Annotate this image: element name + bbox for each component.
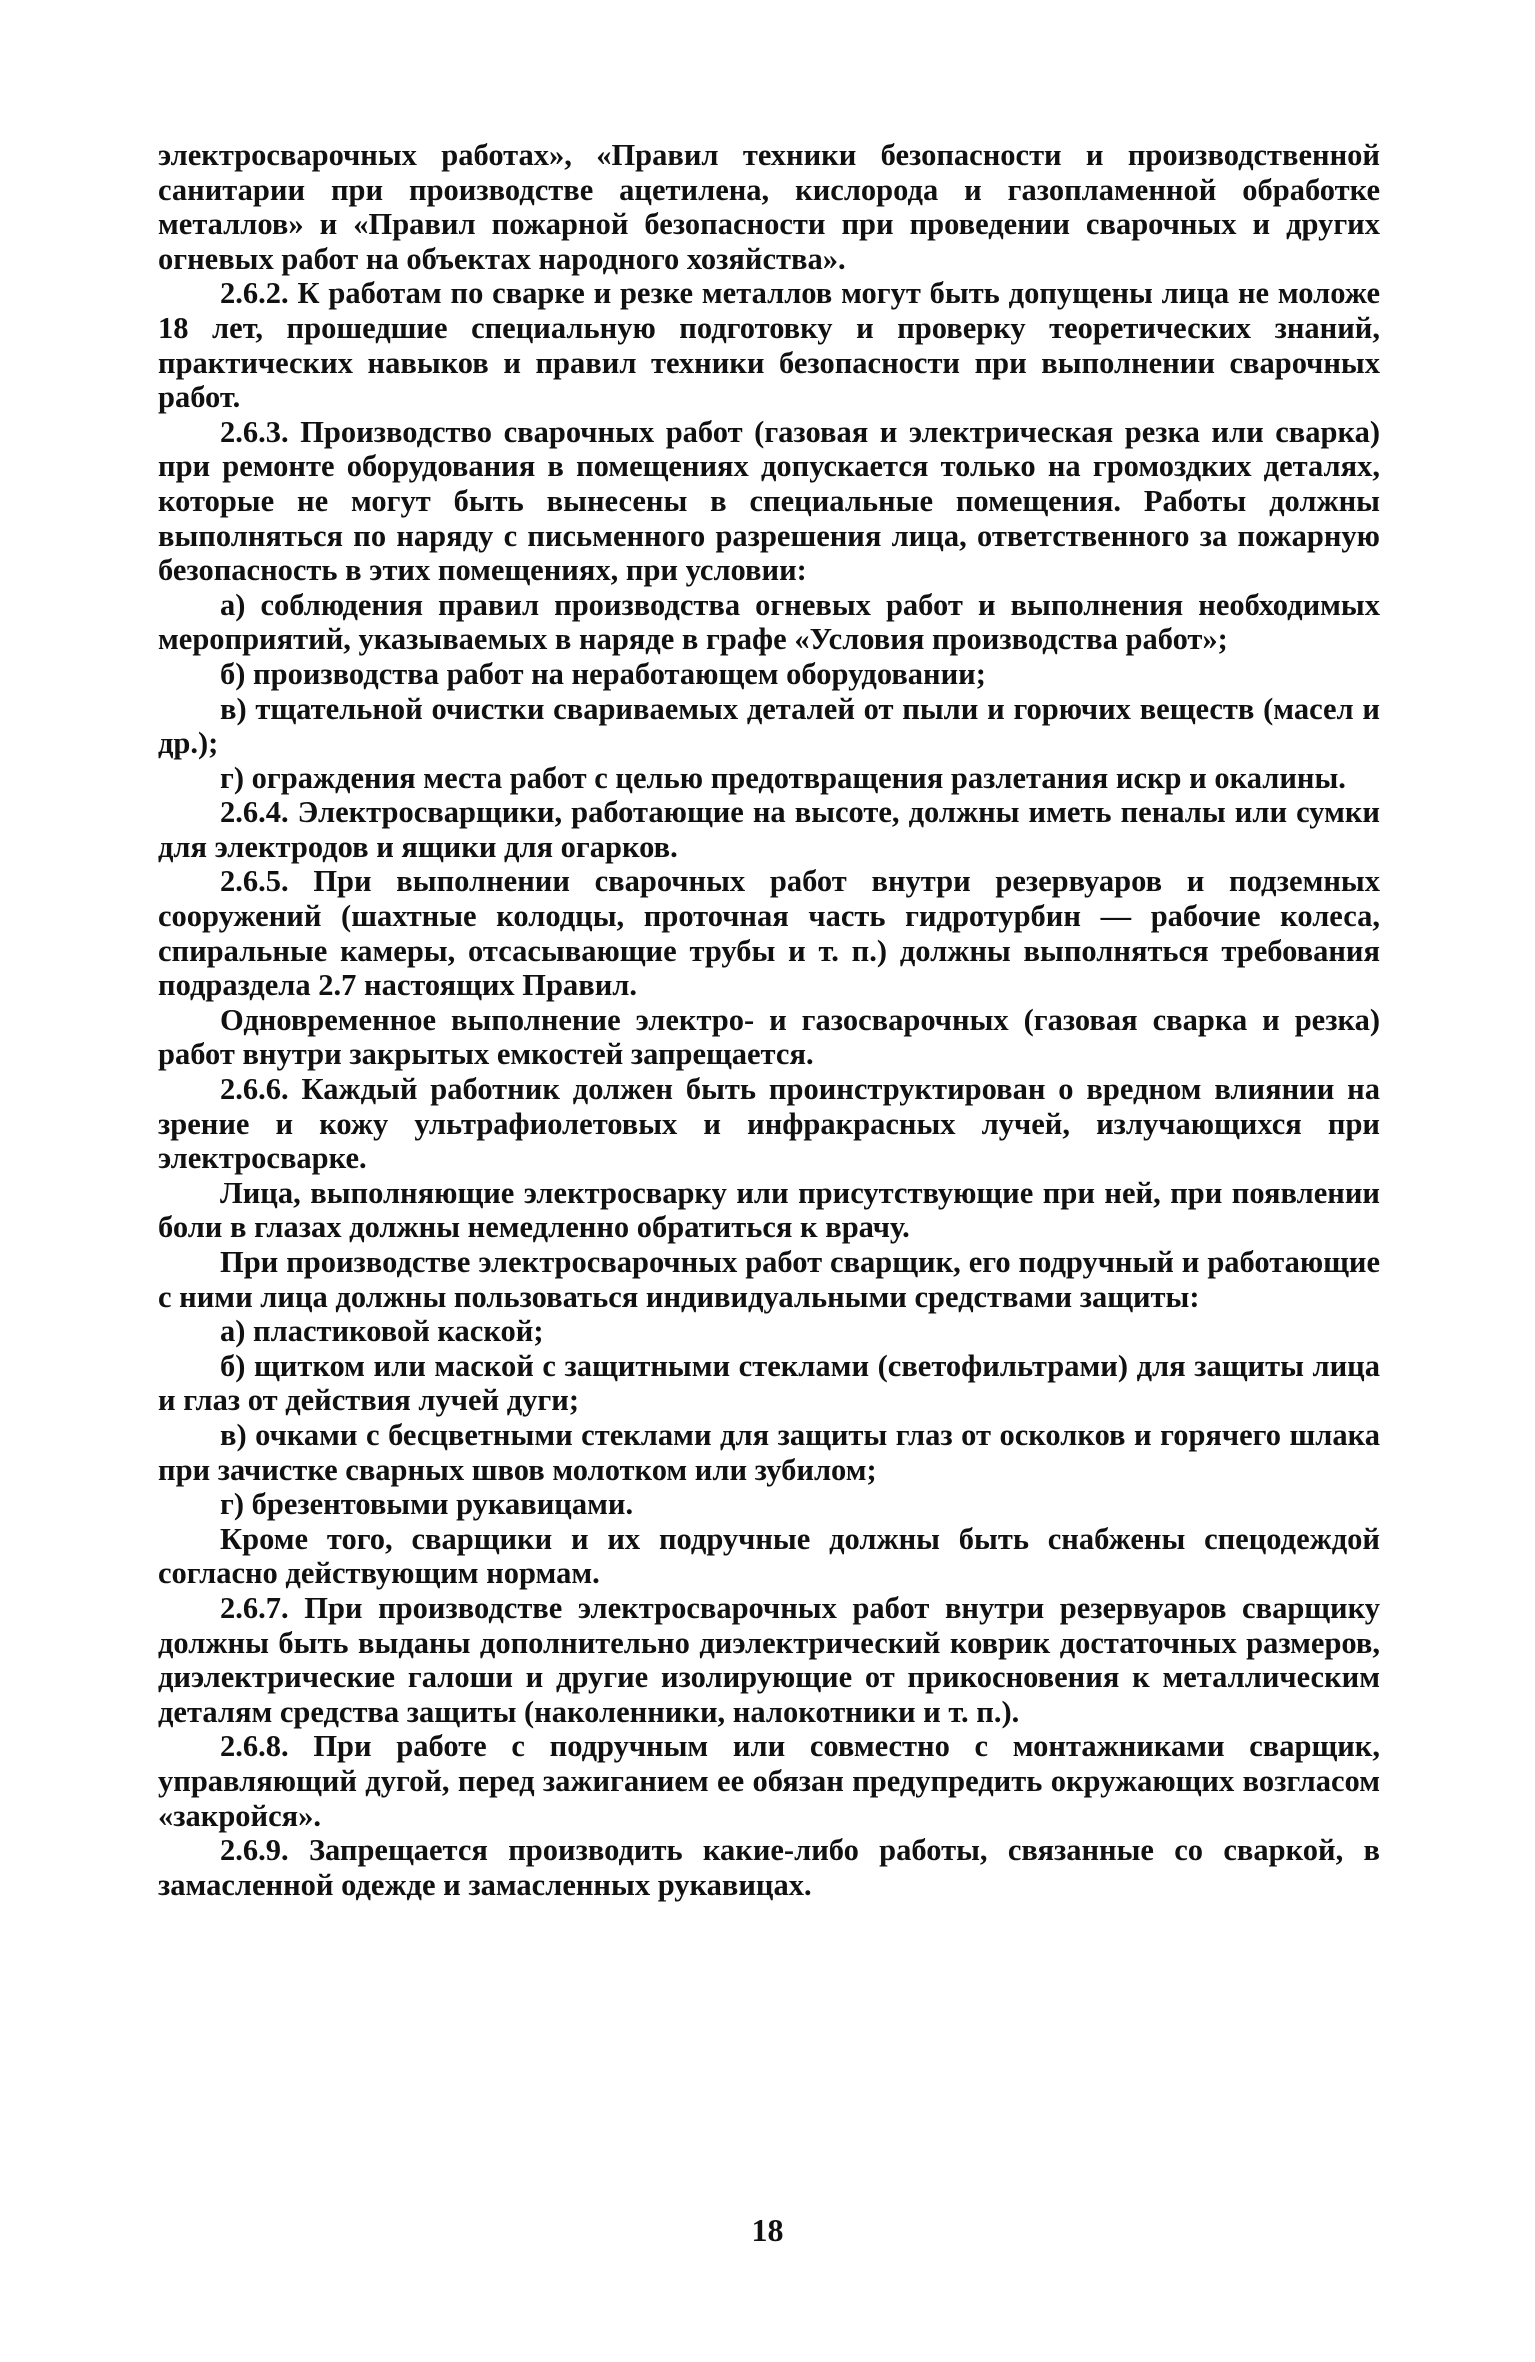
paragraph-text: электросварочных работах», «Правил техники безопасности и производственной санитарии при производстве ацетилена, кислорода и газопламенной обработке металлов» и «Правил пожарной безопасности при проведении сварочных и других огневых работ на объектах народного хозяйства». (158, 138, 1380, 276)
paragraph (158, 1833, 1380, 1902)
paragraph-text: б) производства работ на неработающем оборудовании; (220, 656, 986, 691)
paragraph-text: в) очками с бесцветными стеклами для защиты глаз от осколков и горячего шлака при зачистке сварных швов молотком или зубилом; (158, 1417, 1380, 1487)
paragraph-text: г) брезентовыми рукавицами. (220, 1487, 634, 1522)
paragraph (158, 1729, 1380, 1833)
clause-number: 2.6.7. (220, 1590, 289, 1625)
clause-number: 2.6.2. (220, 276, 289, 311)
paragraph (158, 795, 1380, 864)
clause-number: 2.6.5. (220, 864, 289, 899)
paragraph-text: а) пластиковой каской; (220, 1314, 544, 1349)
paragraph-text: Электросварщики, работающие на высоте, должны иметь пеналы или сумки для электродов и ящики для огарков. (158, 795, 1380, 864)
clause-number: 2.6.6. (220, 1072, 289, 1107)
list-item (158, 588, 1380, 657)
paragraph (158, 1003, 1380, 1072)
paragraph-text: в) тщательной очистки свариваемых деталей от пыли и горючих веществ (масел и др.); (158, 691, 1380, 761)
list-item (158, 761, 1380, 796)
paragraph-text: Каждый работник должен быть проинструктирован о вредном влиянии на зрение и кожу ультрафиолетовых и инфракрасных лучей, излучающихся при электросварке. (158, 1072, 1380, 1176)
paragraph (158, 864, 1380, 1002)
paragraph (158, 1072, 1380, 1176)
clause-number: 2.6.9. (220, 1833, 289, 1868)
paragraph-text: При производстве электросварочных работ внутри резервуаров сварщику должны быть выданы дополнительно диэлектрический коврик достаточных размеров, диэлектрические галоши и другие изолирующие от прикосновения к металлическим деталям средства защиты (наколенники, налокотники и т. п.). (158, 1590, 1380, 1729)
list-item (158, 1314, 1380, 1349)
paragraph-text: г) ограждения места работ с целью предотвращения разлетания искр и окалины. (220, 760, 1346, 795)
paragraph (158, 1591, 1380, 1729)
paragraph (158, 415, 1380, 588)
paragraph-text: Кроме того, сварщики и их подручные должны быть снабжены спецодеждой согласно действующим нормам. (158, 1521, 1380, 1591)
paragraph-text: При работе с подручным или совместно с монтажниками сварщик, управляющий дугой, перед зажиганием ее обязан предупредить окружающих возгласом «закройся». (158, 1729, 1380, 1833)
paragraph (158, 1522, 1380, 1591)
paragraph-text: При производстве электросварочных работ сварщик, его подручный и работающие с ними лица должны пользоваться индивидуальными средствами защиты: (158, 1245, 1380, 1314)
paragraph (158, 1245, 1380, 1314)
document-body (158, 138, 1380, 1902)
list-item (158, 1418, 1380, 1487)
paragraph-text: б) щитком или маской с защитными стеклами (светофильтрами) для защиты лица и глаз от действия лучей дуги; (158, 1348, 1380, 1418)
paragraph-text: К работам по сварке и резке металлов могут быть допущены лица не моложе 18 лет, прошедшие специальную подготовку и проверку теоретических знаний, практических навыков и правил техники безопасности при выполнении сварочных работ. (158, 276, 1380, 415)
paragraph-text: Лица, выполняющие электросварку или присутствующие при ней, при появлении боли в глазах должны немедленно обратиться к врачу. (158, 1175, 1380, 1245)
list-item (158, 692, 1380, 761)
page-number: 18 (751, 2212, 784, 2248)
paragraph-text: а) соблюдения правил производства огневых работ и выполнения необходимых мероприятий, указываемых в наряде в графе «Условия производства работ»; (158, 587, 1380, 657)
paragraph (158, 1176, 1380, 1245)
clause-number: 2.6.3. (220, 414, 289, 449)
list-item (158, 1487, 1380, 1522)
paragraph (158, 276, 1380, 414)
paragraph-text: Одновременное выполнение электро- и газосварочных (газовая сварка и резка) работ внутри закрытых емкостей запрещается. (158, 1002, 1380, 1072)
list-item (158, 657, 1380, 692)
paragraph (158, 138, 1380, 276)
paragraph-text: Запрещается производить какие-либо работы, связанные со сваркой, в замасленной одежде и замасленных рукавицах. (158, 1833, 1380, 1902)
clause-number: 2.6.4. (220, 795, 289, 830)
paragraph-text: При выполнении сварочных работ внутри резервуаров и подземных сооружений (шахтные колодцы, проточная часть гидротурбин — рабочие колеса, спиральные камеры, отсасывающие трубы и т. п.) должны выполняться требования подраздела 2.7 настоящих Правил. (158, 864, 1380, 1003)
paragraph-text: Производство сварочных работ (газовая и электрическая резка или сварка) при ремонте оборудования в помещениях допускается только на громоздких деталях, которые не могут быть вынесены в специальные помещения. Работы должны выполняться по наряду с письменного разрешения лица, ответственного за пожарную безопасность в этих помещениях, при условии: (158, 414, 1380, 588)
clause-number: 2.6.8. (220, 1729, 289, 1764)
list-item (158, 1349, 1380, 1418)
